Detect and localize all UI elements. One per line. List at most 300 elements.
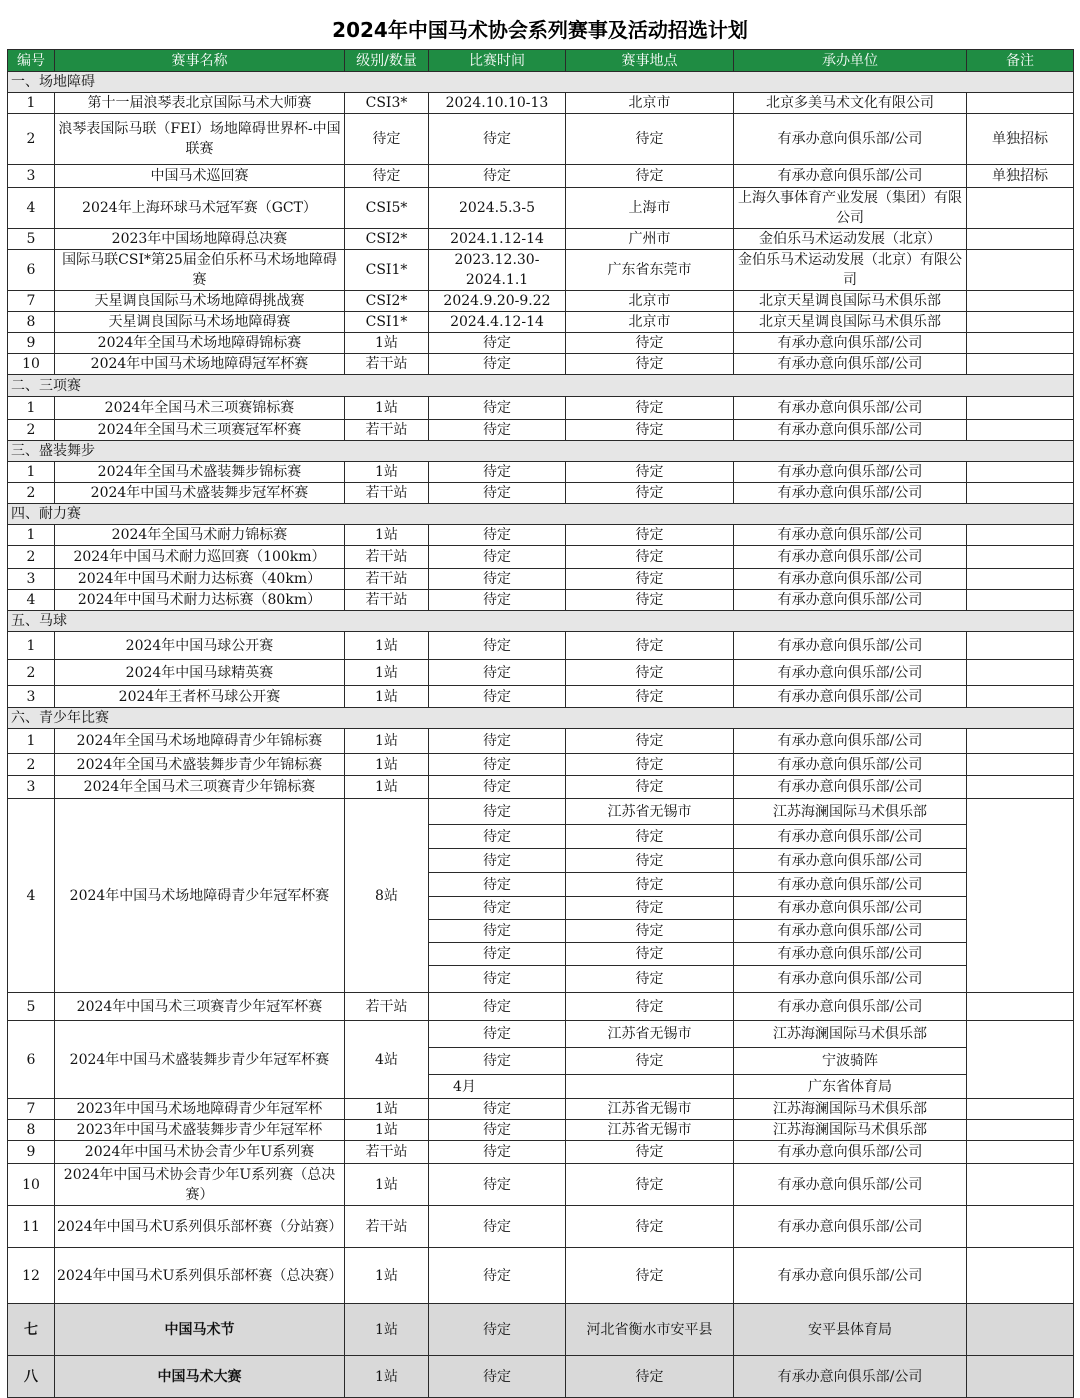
cell-place: 待定 — [566, 546, 734, 569]
section-label: 三、盛装舞步 — [8, 441, 1074, 462]
cell-no: 1 — [8, 397, 55, 420]
cell-name: 第十一届浪琴表北京国际马术大师赛 — [55, 93, 345, 114]
cell-time: 待定 — [429, 420, 566, 441]
table-row — [8, 660, 1074, 686]
cell-place: 待定 — [566, 897, 734, 920]
section-row — [8, 708, 1074, 729]
cell-time: 待定 — [429, 1048, 566, 1075]
cell-note — [967, 250, 1074, 291]
cell-org: 有承办意向俱乐部/公司 — [734, 686, 967, 708]
cell-level: 1站 — [345, 397, 429, 420]
cell-name: 中国马术大赛 — [55, 1356, 345, 1398]
cell-note — [967, 590, 1074, 611]
cell-name: 2024年全国马术三项赛锦标赛 — [55, 397, 345, 420]
cell-level: 1站 — [345, 1356, 429, 1398]
cell-org: 有承办意向俱乐部/公司 — [734, 1356, 967, 1398]
cell-org: 有承办意向俱乐部/公司 — [734, 754, 967, 776]
cell-org: 有承办意向俱乐部/公司 — [734, 632, 967, 660]
cell-place: 待定 — [566, 420, 734, 441]
section-row — [8, 611, 1074, 632]
cell-note — [967, 1164, 1074, 1206]
cell-place: 广东省东莞市 — [566, 250, 734, 291]
cell-level: 1站 — [345, 1304, 429, 1356]
cell-level: 1站 — [345, 1164, 429, 1206]
cell-level: 1站 — [345, 333, 429, 354]
cell-place: 江苏省无锡市 — [566, 799, 734, 825]
cell-place: 待定 — [566, 943, 734, 966]
cell-note — [967, 754, 1074, 776]
cell-level: 若干站 — [345, 590, 429, 611]
cell-org: 有承办意向俱乐部/公司 — [734, 993, 967, 1021]
cell-no: 2 — [8, 114, 55, 165]
cell-note — [967, 569, 1074, 590]
cell-no: 9 — [8, 1141, 55, 1164]
cell-org: 有承办意向俱乐部/公司 — [734, 729, 967, 754]
cell-time: 待定 — [429, 1099, 566, 1120]
cell-org: 北京天星调良国际马术俱乐部 — [734, 312, 967, 333]
cell-time: 2023.12.30-2024.1.1 — [429, 250, 566, 291]
cell-place: 待定 — [566, 729, 734, 754]
cell-org: 有承办意向俱乐部/公司 — [734, 114, 967, 165]
cell-note — [967, 229, 1074, 250]
cell-name: 2024年中国马术场地障碍冠军杯赛 — [55, 354, 345, 375]
cell-note — [967, 1206, 1074, 1248]
cell-note — [967, 1248, 1074, 1304]
table-row — [8, 525, 1074, 546]
cell-name: 2024年全国马术盛装舞步青少年锦标赛 — [55, 754, 345, 776]
cell-place: 待定 — [566, 569, 734, 590]
cell-org: 金伯乐马术运动发展（北京）有限公司 — [734, 250, 967, 291]
table-row — [8, 312, 1074, 333]
cell-level: CSI1* — [345, 250, 429, 291]
cell-no: 2 — [8, 754, 55, 776]
cell-level: CSI3* — [345, 93, 429, 114]
cell-place: 待定 — [566, 354, 734, 375]
section-label: 一、场地障碍 — [8, 72, 1074, 93]
cell-no: 5 — [8, 993, 55, 1021]
cell-note — [967, 188, 1074, 229]
cell-org: 有承办意向俱乐部/公司 — [734, 943, 967, 966]
cell-no: 10 — [8, 354, 55, 375]
table-row — [8, 1206, 1074, 1248]
cell-name: 2024年中国马术盛装舞步青少年冠军杯赛 — [55, 1021, 345, 1099]
cell-place: 北京市 — [566, 93, 734, 114]
cell-time: 2024.9.20-9.22 — [429, 291, 566, 312]
cell-time: 待定 — [429, 1141, 566, 1164]
cell-no: 7 — [8, 1099, 55, 1120]
cell-place: 待定 — [566, 825, 734, 849]
table-row — [8, 686, 1074, 708]
cell-level: CSI1* — [345, 312, 429, 333]
cell-place: 待定 — [566, 686, 734, 708]
cell-no: 6 — [8, 1021, 55, 1099]
section-label: 二、三项赛 — [8, 375, 1074, 397]
table-row — [8, 729, 1074, 754]
table-row — [8, 1120, 1074, 1141]
cell-org: 金伯乐马术运动发展（北京） — [734, 229, 967, 250]
header-name: 赛事名称 — [55, 50, 345, 72]
section-row — [8, 441, 1074, 462]
header-note: 备注 — [967, 50, 1074, 72]
cell-time: 待定 — [429, 462, 566, 483]
cell-time: 待定 — [429, 966, 566, 993]
table-row — [8, 420, 1074, 441]
table-row — [8, 1356, 1074, 1398]
cell-name: 2024年中国马术耐力巡回赛（100km） — [55, 546, 345, 569]
cell-time: 待定 — [429, 897, 566, 920]
cell-name: 2024年全国马术场地障碍锦标赛 — [55, 333, 345, 354]
table-row — [8, 754, 1074, 776]
cell-note — [967, 1356, 1074, 1398]
cell-level: CSI2* — [345, 229, 429, 250]
cell-no: 4 — [8, 799, 55, 993]
cell-name: 国际马联CSI*第25届金伯乐杯马术场地障碍赛 — [55, 250, 345, 291]
cell-org: 有承办意向俱乐部/公司 — [734, 920, 967, 943]
cell-note — [967, 312, 1074, 333]
cell-time: 待定 — [429, 849, 566, 873]
cell-org: 有承办意向俱乐部/公司 — [734, 165, 967, 188]
header-no: 编号 — [8, 50, 55, 72]
cell-name: 2024年全国马术盛装舞步锦标赛 — [55, 462, 345, 483]
cell-org: 有承办意向俱乐部/公司 — [734, 354, 967, 375]
cell-level: 4站 — [345, 1021, 429, 1099]
table-row — [8, 799, 1074, 825]
cell-place: 待定 — [566, 462, 734, 483]
cell-name: 2024年中国马术盛装舞步冠军杯赛 — [55, 483, 345, 504]
cell-note — [967, 1141, 1074, 1164]
cell-time: 待定 — [429, 397, 566, 420]
cell-name: 2024年中国马术耐力达标赛（40km） — [55, 569, 345, 590]
section-row — [8, 375, 1074, 397]
cell-place: 待定 — [566, 525, 734, 546]
cell-time: 待定 — [429, 873, 566, 897]
cell-org: 有承办意向俱乐部/公司 — [734, 897, 967, 920]
cell-name: 2024年全国马术三项赛冠军杯赛 — [55, 420, 345, 441]
cell-no: 七 — [8, 1304, 55, 1356]
cell-note — [967, 483, 1074, 504]
cell-name: 2024年中国马术U系列俱乐部杯赛（总决赛） — [55, 1248, 345, 1304]
cell-place: 待定 — [566, 776, 734, 799]
cell-place: 江苏省无锡市 — [566, 1099, 734, 1120]
table-row — [8, 333, 1074, 354]
cell-time: 待定 — [429, 632, 566, 660]
cell-level: 若干站 — [345, 354, 429, 375]
cell-no: 1 — [8, 462, 55, 483]
cell-name: 2024年全国马术耐力锦标赛 — [55, 525, 345, 546]
cell-level: 若干站 — [345, 1141, 429, 1164]
cell-time: 4月 — [429, 1075, 566, 1099]
cell-place: 待定 — [566, 333, 734, 354]
cell-org: 有承办意向俱乐部/公司 — [734, 546, 967, 569]
cell-org: 有承办意向俱乐部/公司 — [734, 420, 967, 441]
cell-org: 有承办意向俱乐部/公司 — [734, 1206, 967, 1248]
cell-no: 3 — [8, 776, 55, 799]
cell-time: 待定 — [429, 1248, 566, 1304]
cell-note — [967, 799, 1074, 993]
cell-place: 待定 — [566, 632, 734, 660]
cell-level: 1站 — [345, 632, 429, 660]
cell-name: 2024年中国马术场地障碍青少年冠军杯赛 — [55, 799, 345, 993]
cell-note — [967, 1021, 1074, 1099]
cell-place: 待定 — [566, 1141, 734, 1164]
cell-name: 2024年中国马术三项赛青少年冠军杯赛 — [55, 993, 345, 1021]
cell-place: 待定 — [566, 849, 734, 873]
cell-level: 1站 — [345, 1248, 429, 1304]
cell-no: 6 — [8, 250, 55, 291]
section-label: 六、青少年比赛 — [8, 708, 1074, 729]
cell-no: 3 — [8, 165, 55, 188]
cell-org: 北京天星调良国际马术俱乐部 — [734, 291, 967, 312]
cell-level: CSI2* — [345, 291, 429, 312]
cell-note — [967, 462, 1074, 483]
cell-name: 2023年中国场地障碍总决赛 — [55, 229, 345, 250]
table-row — [8, 354, 1074, 375]
cell-note: 单独招标 — [967, 114, 1074, 165]
cell-name: 2024年上海环球马术冠军赛（GCT） — [55, 188, 345, 229]
cell-org: 广东省体育局 — [734, 1075, 967, 1099]
cell-level: 1站 — [345, 1120, 429, 1141]
cell-level: 若干站 — [345, 483, 429, 504]
cell-no: 4 — [8, 590, 55, 611]
cell-name: 2024年王者杯马球公开赛 — [55, 686, 345, 708]
cell-place: 待定 — [566, 397, 734, 420]
table-row — [8, 93, 1074, 114]
cell-level: 若干站 — [345, 546, 429, 569]
cell-place: 待定 — [566, 590, 734, 611]
cell-no: 2 — [8, 420, 55, 441]
cell-org: 上海久事体育产业发展（集团）有限公司 — [734, 188, 967, 229]
cell-time: 待定 — [429, 1304, 566, 1356]
cell-org: 有承办意向俱乐部/公司 — [734, 1164, 967, 1206]
cell-place: 河北省衡水市安平县 — [566, 1304, 734, 1356]
cell-level: 1站 — [345, 1099, 429, 1120]
cell-no: 5 — [8, 229, 55, 250]
table-row — [8, 1141, 1074, 1164]
cell-place: 待定 — [566, 1248, 734, 1304]
cell-time: 待定 — [429, 483, 566, 504]
cell-no: 3 — [8, 686, 55, 708]
cell-org: 有承办意向俱乐部/公司 — [734, 776, 967, 799]
cell-time: 2024.4.12-14 — [429, 312, 566, 333]
cell-no: 8 — [8, 312, 55, 333]
table-row — [8, 1021, 1074, 1048]
cell-place: 待定 — [566, 920, 734, 943]
cell-note — [967, 686, 1074, 708]
cell-time: 待定 — [429, 546, 566, 569]
cell-org: 有承办意向俱乐部/公司 — [734, 849, 967, 873]
cell-note — [967, 993, 1074, 1021]
table-row — [8, 165, 1074, 188]
cell-no: 1 — [8, 729, 55, 754]
cell-time: 待定 — [429, 993, 566, 1021]
section-label: 四、耐力赛 — [8, 504, 1074, 525]
cell-org: 有承办意向俱乐部/公司 — [734, 873, 967, 897]
cell-name: 2024年中国马球公开赛 — [55, 632, 345, 660]
table-row — [8, 546, 1074, 569]
cell-place: 待定 — [566, 1206, 734, 1248]
cell-note — [967, 420, 1074, 441]
page-title: 2024年中国马术协会系列赛事及活动招选计划 — [332, 18, 748, 42]
cell-org: 有承办意向俱乐部/公司 — [734, 660, 967, 686]
cell-name: 2024年全国马术场地障碍青少年锦标赛 — [55, 729, 345, 754]
cell-place: 北京市 — [566, 312, 734, 333]
cell-place: 待定 — [566, 165, 734, 188]
cell-name: 2023年中国马术盛装舞步青少年冠军杯 — [55, 1120, 345, 1141]
cell-name: 2024年中国马球精英赛 — [55, 660, 345, 686]
cell-org: 有承办意向俱乐部/公司 — [734, 397, 967, 420]
cell-place: 待定 — [566, 873, 734, 897]
cell-time: 待定 — [429, 569, 566, 590]
cell-time: 待定 — [429, 799, 566, 825]
cell-note — [967, 546, 1074, 569]
cell-note — [967, 333, 1074, 354]
cell-time: 2024.5.3-5 — [429, 188, 566, 229]
cell-org: 有承办意向俱乐部/公司 — [734, 483, 967, 504]
cell-level: 1站 — [345, 754, 429, 776]
cell-time: 2024.10.10-13 — [429, 93, 566, 114]
cell-note — [967, 729, 1074, 754]
table-row — [8, 462, 1074, 483]
cell-name: 浪琴表国际马联（FEI）场地障碍世界杯-中国联赛 — [55, 114, 345, 165]
cell-org: 有承办意向俱乐部/公司 — [734, 1248, 967, 1304]
cell-name: 中国马术节 — [55, 1304, 345, 1356]
table-row — [8, 483, 1074, 504]
cell-place: 待定 — [566, 660, 734, 686]
cell-note — [967, 1120, 1074, 1141]
cell-note — [967, 776, 1074, 799]
cell-no: 7 — [8, 291, 55, 312]
cell-no: 12 — [8, 1248, 55, 1304]
cell-time: 待定 — [429, 1206, 566, 1248]
cell-level: 待定 — [345, 114, 429, 165]
cell-place: 广州市 — [566, 229, 734, 250]
cell-level: 1站 — [345, 525, 429, 546]
cell-level: 若干站 — [345, 569, 429, 590]
cell-name: 天星调良国际马术场地障碍挑战赛 — [55, 291, 345, 312]
cell-time: 待定 — [429, 114, 566, 165]
header-time: 比赛时间 — [429, 50, 566, 72]
section-label: 五、马球 — [8, 611, 1074, 632]
cell-note — [967, 291, 1074, 312]
cell-name: 中国马术巡回赛 — [55, 165, 345, 188]
header-place: 赛事地点 — [566, 50, 734, 72]
cell-no: 3 — [8, 569, 55, 590]
cell-level: 1站 — [345, 686, 429, 708]
cell-org: 有承办意向俱乐部/公司 — [734, 333, 967, 354]
cell-time: 待定 — [429, 590, 566, 611]
cell-time: 待定 — [429, 660, 566, 686]
cell-place: 待定 — [566, 1164, 734, 1206]
cell-note — [967, 354, 1074, 375]
cell-level: 若干站 — [345, 1206, 429, 1248]
table-row — [8, 590, 1074, 611]
cell-place: 待定 — [566, 483, 734, 504]
cell-no: 10 — [8, 1164, 55, 1206]
cell-no: 11 — [8, 1206, 55, 1248]
cell-name: 天星调良国际马术场地障碍赛 — [55, 312, 345, 333]
cell-level: 若干站 — [345, 420, 429, 441]
cell-org: 安平县体育局 — [734, 1304, 967, 1356]
cell-no: 1 — [8, 525, 55, 546]
cell-no: 2 — [8, 483, 55, 504]
cell-time: 待定 — [429, 1164, 566, 1206]
table-row — [8, 291, 1074, 312]
cell-name: 2024年中国马术U系列俱乐部杯赛（分站赛） — [55, 1206, 345, 1248]
cell-level: 1站 — [345, 462, 429, 483]
cell-org: 有承办意向俱乐部/公司 — [734, 966, 967, 993]
cell-name: 2024年中国马术协会青少年U系列赛（总决赛） — [55, 1164, 345, 1206]
cell-no: 8 — [8, 1120, 55, 1141]
cell-place: 待定 — [566, 114, 734, 165]
cell-time: 待定 — [429, 1120, 566, 1141]
header-row — [8, 50, 1074, 72]
cell-time: 待定 — [429, 1021, 566, 1048]
events-table — [7, 49, 1074, 1398]
cell-time: 待定 — [429, 943, 566, 966]
cell-place: 北京市 — [566, 291, 734, 312]
cell-time: 待定 — [429, 729, 566, 754]
cell-note — [967, 93, 1074, 114]
cell-time: 待定 — [429, 825, 566, 849]
cell-place — [566, 1075, 734, 1099]
cell-level: 1站 — [345, 776, 429, 799]
cell-no: 4 — [8, 188, 55, 229]
cell-note — [967, 397, 1074, 420]
cell-org: 宁波骑阵 — [734, 1048, 967, 1075]
table-row — [8, 1164, 1074, 1206]
cell-org: 有承办意向俱乐部/公司 — [734, 1141, 967, 1164]
cell-org: 江苏海澜国际马术俱乐部 — [734, 1120, 967, 1141]
cell-place: 待定 — [566, 1356, 734, 1398]
cell-org: 有承办意向俱乐部/公司 — [734, 825, 967, 849]
table-row — [8, 250, 1074, 291]
cell-level: 1站 — [345, 729, 429, 754]
cell-no: 八 — [8, 1356, 55, 1398]
cell-level: 1站 — [345, 660, 429, 686]
cell-note — [967, 1304, 1074, 1356]
cell-note — [967, 525, 1074, 546]
table-row — [8, 569, 1074, 590]
cell-place: 江苏省无锡市 — [566, 1021, 734, 1048]
cell-no: 2 — [8, 660, 55, 686]
cell-level: 若干站 — [345, 993, 429, 1021]
table-row — [8, 1304, 1074, 1356]
cell-time: 待定 — [429, 686, 566, 708]
cell-org: 有承办意向俱乐部/公司 — [734, 462, 967, 483]
table-row — [8, 993, 1074, 1021]
cell-time: 待定 — [429, 354, 566, 375]
cell-level: 8站 — [345, 799, 429, 993]
cell-level: CSI5* — [345, 188, 429, 229]
cell-org: 江苏海澜国际马术俱乐部 — [734, 1099, 967, 1120]
cell-place: 上海市 — [566, 188, 734, 229]
cell-note — [967, 1099, 1074, 1120]
cell-time: 待定 — [429, 525, 566, 546]
cell-place: 待定 — [566, 754, 734, 776]
cell-org: 有承办意向俱乐部/公司 — [734, 590, 967, 611]
cell-name: 2024年全国马术三项赛青少年锦标赛 — [55, 776, 345, 799]
cell-note — [967, 632, 1074, 660]
table-row — [8, 1099, 1074, 1120]
header-org: 承办单位 — [734, 50, 967, 72]
table-row — [8, 397, 1074, 420]
cell-time: 待定 — [429, 754, 566, 776]
cell-place: 江苏省无锡市 — [566, 1120, 734, 1141]
cell-no: 9 — [8, 333, 55, 354]
cell-no: 2 — [8, 546, 55, 569]
cell-org: 江苏海澜国际马术俱乐部 — [734, 799, 967, 825]
cell-time: 2024.1.12-14 — [429, 229, 566, 250]
